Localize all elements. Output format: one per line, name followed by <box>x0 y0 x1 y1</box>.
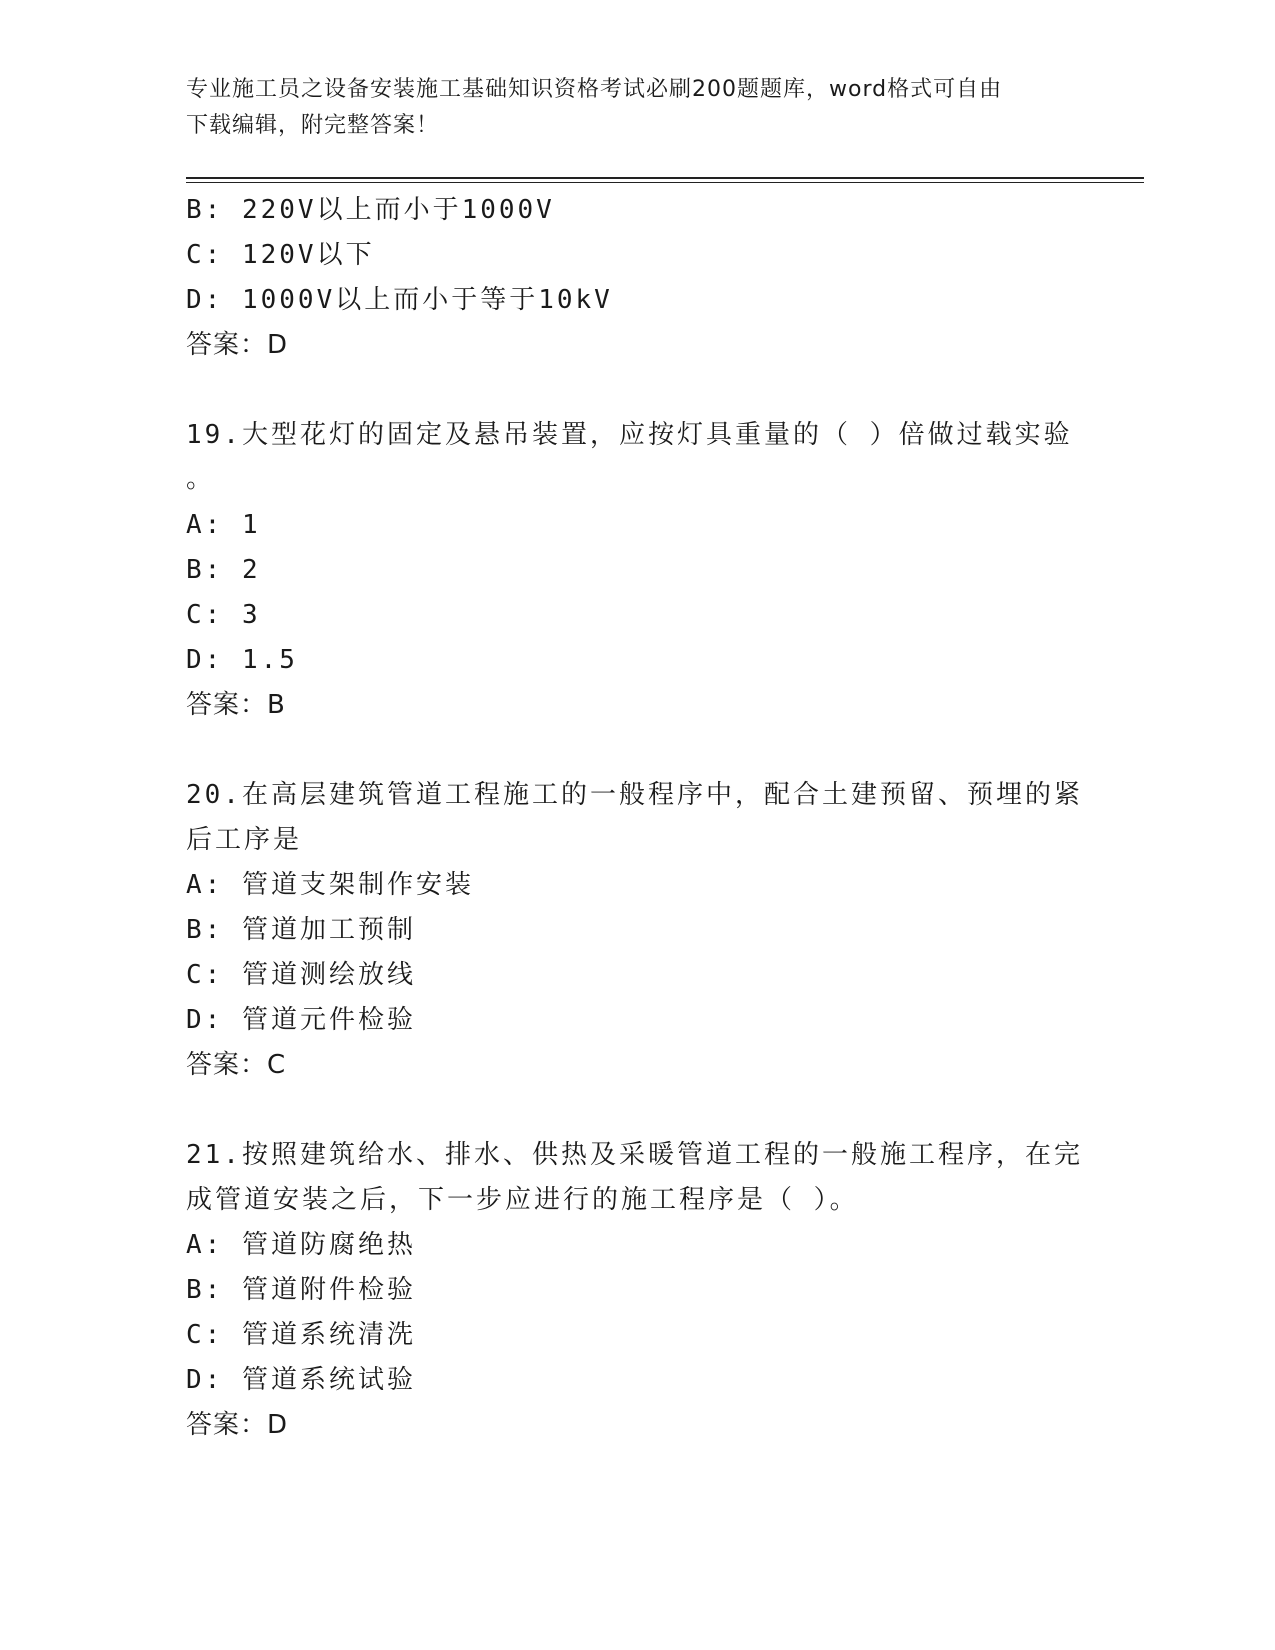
q21-option-b: B: 管道附件检验 <box>186 1275 416 1305</box>
q21-stem-line-1: 21.按照建筑给水、排水、供热及采暖管道工程的一般施工程序，在完 <box>186 1140 1083 1170</box>
q18-option-c: C: 120V以下 <box>186 240 375 270</box>
q21-option-d: D: 管道系统试验 <box>186 1365 416 1395</box>
header-line-2: 下载编辑，附完整答案！ <box>186 113 440 138</box>
header-line-1: 专业施工员之设备安装施工基础知识资格考试必刷200题题库，word格式可自由 <box>186 77 1003 102</box>
header-divider-thick <box>186 177 1144 179</box>
document-header <box>186 72 1066 144</box>
q19-option-a: A: 1 <box>186 510 261 540</box>
q21-stem-line-2: 成管道安装之后，下一步应进行的施工程序是（ ）。 <box>186 1185 859 1215</box>
q21-option-c: C: 管道系统清洗 <box>186 1320 416 1350</box>
q18-answer: 答案：D <box>186 330 289 360</box>
q19-option-d: D: 1.5 <box>186 645 298 675</box>
q20-answer: 答案：C <box>186 1050 287 1080</box>
q20-option-b: B: 管道加工预制 <box>186 915 416 945</box>
q19-answer: 答案：B <box>186 690 286 720</box>
q20-stem-line-2: 后工序是 <box>186 825 303 855</box>
q21-answer: 答案：D <box>186 1410 289 1440</box>
q19-option-b: B: 2 <box>186 555 261 585</box>
q18-option-d: D: 1000V以上而小于等于10kV <box>186 285 613 315</box>
q21-option-a: A: 管道防腐绝热 <box>186 1230 416 1260</box>
q20-option-d: D: 管道元件检验 <box>186 1005 416 1035</box>
q19-option-c: C: 3 <box>186 600 261 630</box>
q18-option-b: B: 220V以上而小于1000V <box>186 195 555 225</box>
q19-stem-line-1: 19.大型花灯的固定及悬吊装置，应按灯具重量的（ ）倍做过载实验 <box>186 420 1073 450</box>
q20-option-c: C: 管道测绘放线 <box>186 960 416 990</box>
q19-stem-line-2: 。 <box>186 464 216 494</box>
q20-stem-line-1: 20.在高层建筑管道工程施工的一般程序中，配合土建预留、预埋的紧 <box>186 780 1083 810</box>
q20-option-a: A: 管道支架制作安装 <box>186 870 474 900</box>
header-divider-thin <box>186 182 1144 183</box>
